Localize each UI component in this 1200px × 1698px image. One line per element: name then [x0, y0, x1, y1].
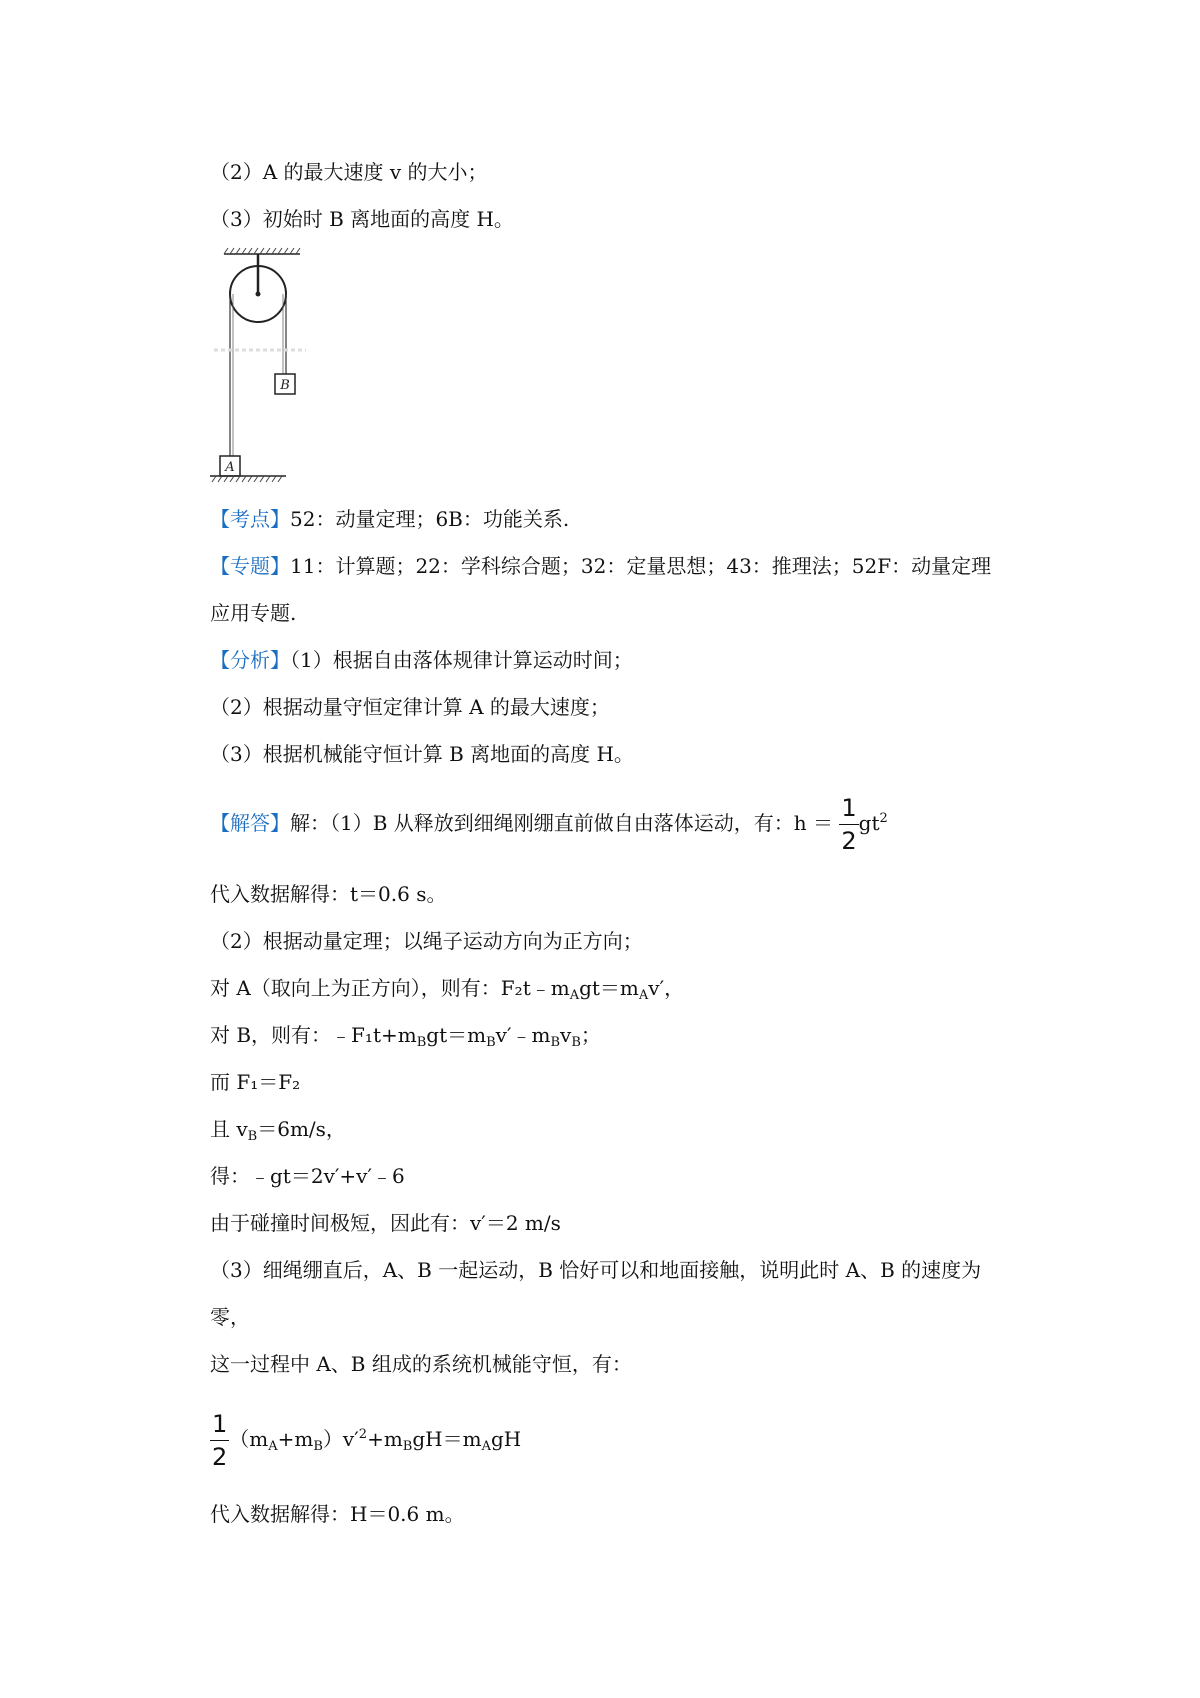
- fenxi-line-2: （2）根据动量守恒定律计算 A 的最大速度；: [210, 695, 610, 719]
- fenxi-line: [210, 646, 633, 674]
- fraction-half-2: $\frac{1}{2}$: [212, 1410, 228, 1471]
- kaodian-text: 52：动量定理；6B：功能关系.: [290, 507, 570, 531]
- zhuanti-tag: 【专题】: [210, 554, 290, 578]
- jieda-line-4: [210, 974, 684, 1002]
- jieda-l13: $(m_A+m_B)v'^2+m_BgH=m_AgH$: [229, 1427, 522, 1454]
- jieda-line-12: 这一过程中 A、B 组成的系统机械能守恒，有：: [210, 1352, 632, 1376]
- jieda-line-11: 零，: [210, 1305, 250, 1329]
- jieda-line-9: 由于碰撞时间极短，因此有：v′＝2 m/s: [210, 1211, 561, 1235]
- zhuanti-line-2: 应用专题.: [210, 601, 297, 625]
- jieda-line-8: 得：﹣gt＝2v′+v′﹣6: [210, 1164, 405, 1188]
- fenxi-text: （1）根据自由落体规律计算运动时间；: [290, 648, 633, 672]
- jieda-l4: 对 A（取向上为正方向），则有：$F_2t﹣m_Agt=m_Av'$，: [210, 976, 685, 1003]
- jieda-line-1: 【解答】解：（1）B 从释放到细绳刚绷直前做自由落体运动，有：h ＝ $\frac{1}{2}$ $gt^2$: [210, 794, 888, 855]
- jieda-line-14: 代入数据解得：H＝0.6 m。: [210, 1502, 465, 1526]
- jieda-line-10: （3）细绳绷直后，A、B 一起运动，B 恰好可以和地面接触，说明此时 A、B 的速度为: [210, 1258, 982, 1282]
- kaodian-line: [210, 505, 569, 533]
- block-b-label: B: [280, 378, 290, 393]
- zhuanti-line: [210, 552, 991, 580]
- jieda-l1-post: gt: [858, 811, 880, 835]
- fraction-half: $\frac{1}{2}$: [841, 794, 857, 855]
- jieda-l5: 对 B，则有：$﹣F_1t+m_Bgt=m_Bv'﹣m_Bv_B$；: [210, 1023, 601, 1050]
- question-3: （3）初始时 B 离地面的高度 H。: [210, 207, 514, 231]
- fenxi-line-3: （3）根据机械能守恒计算 B 离地面的高度 H。: [210, 742, 634, 766]
- fenxi-tag: 【分析】: [210, 648, 290, 672]
- block-a-label: A: [225, 460, 235, 475]
- question-2: （2）A 的最大速度 v 的大小；: [210, 160, 488, 184]
- jieda-tag: 【解答】: [210, 811, 290, 835]
- pulley-diagram: [210, 246, 310, 488]
- jieda-line-13: [210, 1404, 521, 1474]
- jieda-line-6: 而 F₁＝F₂: [210, 1070, 301, 1094]
- jieda-line-7: 且 $v_B=6m/s$，: [210, 1117, 346, 1144]
- kaodian-tag: 【考点】: [210, 507, 290, 531]
- ground-hatch: [212, 476, 282, 482]
- zhuanti-text: 11：计算题；22：学科综合题；32：定量思想；43：推理法；52F：动量定理: [290, 554, 992, 578]
- ceiling-hatch: [224, 248, 300, 254]
- jieda-l1-pre: 解：（1）B 从释放到细绳刚绷直前做自由落体运动，有：h ＝: [290, 811, 834, 835]
- jieda-line-3: （2）根据动量定理；以绳子运动方向为正方向；: [210, 929, 643, 953]
- pulley-axle: [256, 292, 261, 297]
- jieda-line-5: [210, 1021, 601, 1049]
- jieda-line-2: 代入数据解得：t＝0.6 s。: [210, 882, 447, 906]
